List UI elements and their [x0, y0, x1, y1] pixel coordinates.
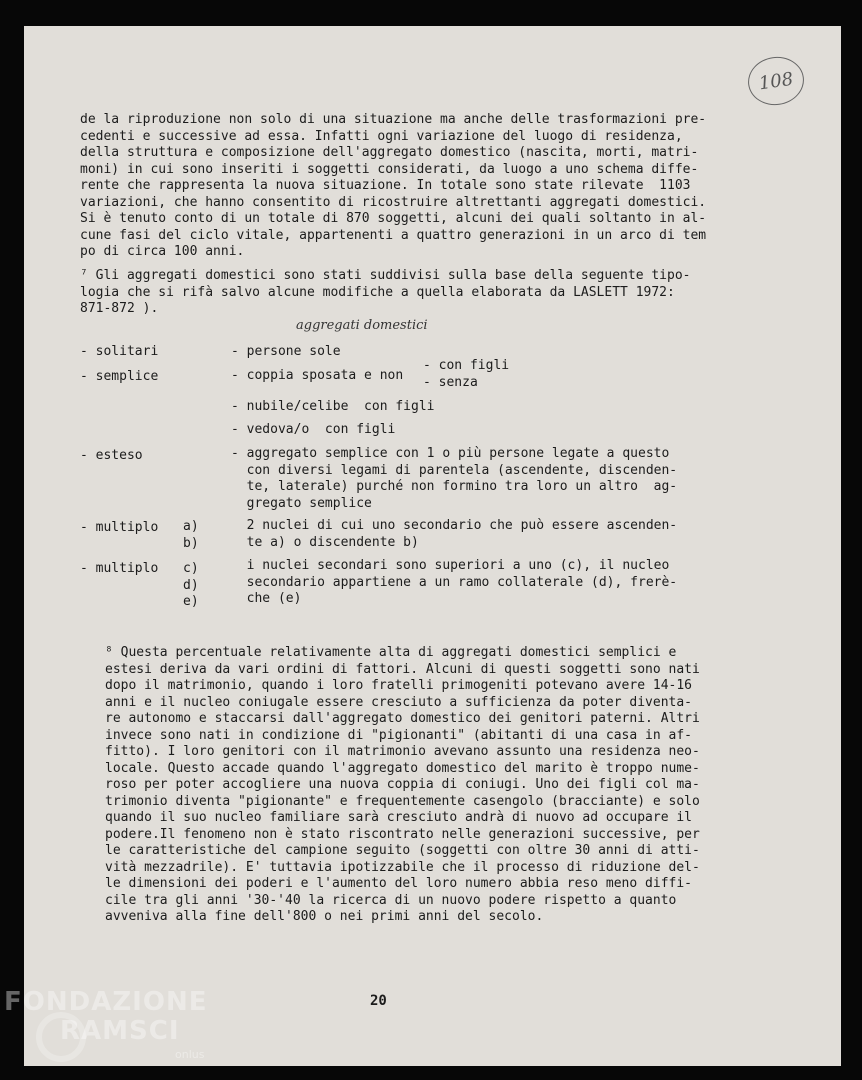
- footnote-7: ⁷ Gli aggregati domestici sono stati suddivisi sulla base della seguente tipo- logia che si rifà salvo alcune modifiche a quella elaborata da LASLETT 1972: 871-872 ).: [80, 268, 691, 316]
- row-desc-multiplo-1: 2 nuclei di cui uno secondario che può essere ascenden- te a) o discendente b): [246, 518, 678, 550]
- footnote-8: ⁸ Questa percentuale relativamente alta di aggregati domestici semplici e estesi deriva da vari ordini di fattori. Alcuni di questi soggetti sono nati dopo il matrimonio, quando i loro fratelli primogeniti potevano avere 14-16 anni e il nucleo coniugale essere cresciuto a sufficienza da poter diventa- re autonomo e staccarsi dall'aggregato domestico dei genitori paterni. Altri invece sono nati in condizione di "pigionanti" (abitanti di una casa in af- fitto). I loro genitori con il matrimonio avevano assunto una residenza neo- locale. Questo accade quando l'aggregato domestico del marito è troppo nume- roso per poter accogliere una nuova coppia di coniugi. Uno dei figli col ma- trimonio diventa "pigionante" e frequentemente casengolo (bracciante) e solo quando il suo nucleo familiare sarà cresciuto andrà di nuovo ad occupare il podere.Il fenomeno non è stato riscontrato nelle generazioni successive, per le caratteristiche del campione seguito (soggetti con oltre 30 anni di atti- vità mezzadrile). E' tuttavia ipotizzabile che il processo di riduzione del- le dimensioni dei poderi e l'aumento del loro numero abbia reso meno diffi- cile tra gli anni '30-'40 la ricerca di un nuovo podere rispetto a quanto avveniva alla fine dell'800 o nei primi anni del secolo.: [105, 645, 700, 924]
- page-stamp: 108: [745, 53, 807, 108]
- page-number: 20: [370, 993, 387, 1009]
- row-sub-multiplo-1: a) b): [183, 519, 199, 551]
- row-desc-vedova: - vedova/o con figli: [231, 422, 396, 437]
- row-sub-multiplo-2: c) d) e): [183, 561, 199, 609]
- row-type-esteso: - esteso: [80, 448, 143, 463]
- row-type-multiplo-2: - multiplo: [80, 561, 159, 576]
- table-title: aggregati domestici: [296, 318, 428, 333]
- row-type-semplice: - semplice: [80, 369, 159, 384]
- row-desc-esteso: - aggregato semplice con 1 o più persone legate a questo con diversi legami di parentela (ascendente, discenden- te, laterale) purché non formino tra loro un altro ag- gregato semplice: [231, 446, 678, 511]
- watermark-line2: RAMSCI: [60, 1016, 180, 1046]
- row-type-multiplo-1: - multiplo: [80, 520, 159, 535]
- watermark-line3: onlus: [175, 1048, 205, 1061]
- row-type-solitari: - solitari: [80, 344, 159, 359]
- row-desc-nubile: - nubile/celibe con figli: [231, 399, 435, 414]
- row-desc-semplice: - coppia sposata e non: [231, 368, 404, 383]
- row-desc-multiplo-2: i nuclei secondari sono superiori a uno (c), il nucleo secondario appartiene a un ramo collaterale (d), frerè- che (e): [246, 558, 678, 606]
- paragraph-continued: de la riproduzione non solo di una situazione ma anche delle trasformazioni pre- cedenti e successive ad essa. Infatti ogni variazione del luogo di residenza, della struttura e composizione dell'aggregato domestico (nascita, morti, matri- moni) in cui sono inseriti i soggetti considerati, da luogo a uno schema diffe- rente che rappresenta la nuova situazione. In totale sono state rilevate 1103 variazioni, che hanno consentito di ricostruire altrettanti aggregati domestici. Si è tenuto conto di un totale di 870 soggetti, alcuni dei quali soltanto in al- cune fasi del ciclo vitale, appartenenti a quattro generazioni in un arco di tem po di circa 100 anni.: [80, 112, 707, 259]
- row-desc-solitari: - persone sole: [231, 344, 341, 359]
- coppia-options: - con figli - senza: [423, 358, 510, 390]
- watermark-line1: FONDAZIONE: [4, 987, 208, 1017]
